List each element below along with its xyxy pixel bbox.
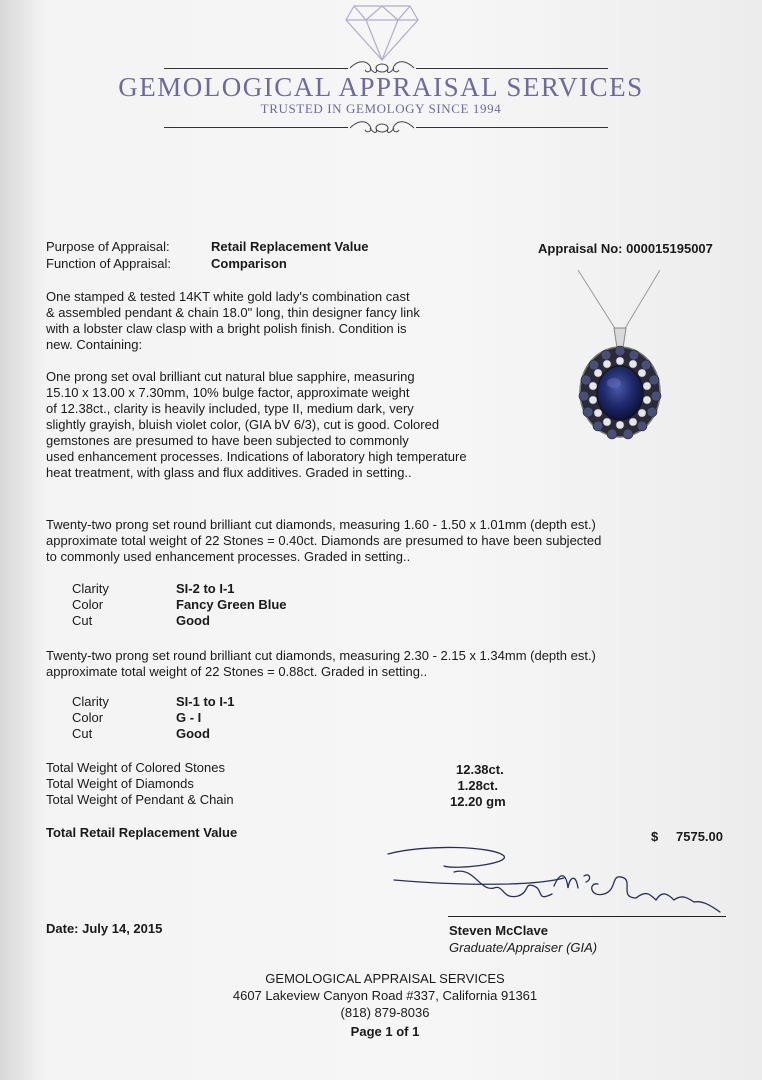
sapphire-description: One prong set oval brilliant cut natural blue sapphire, measuring 15.10 x 13.00 x 7.30mm, 10% bulge factor, approximate weight of 12.38ct., clarity is heavily included, type II, medium dark, very slightly grayish, bluish violet color, (GIA bV 6/3), cut is good. Colored gemstones are presumed to have been subjected to commonly used enhancement processes. Indications of laboratory high temperature heat treatment, with glass and flux additives. Graded in setting.. [46,369,467,480]
header-rule-top-right [416,68,608,69]
spec-label: Color [72,597,104,612]
function-value: Comparison [211,256,287,271]
function-label: Function of Appraisal: [46,256,172,271]
spec-value: SI-1 to I-1 [176,694,235,709]
footer-phone: (818) 879-8036 [340,1005,430,1020]
signer-name: Steven McClave [449,923,548,938]
spec-label: Cut [72,726,93,741]
spec-label: Color [72,710,104,725]
footer-address: 4607 Lakeview Canyon Road #337, California 91361 [232,988,538,1003]
total-value-label: Total Retail Replacement Value [46,825,238,840]
signature-image [384,842,724,920]
total-value: 12.38ct. [456,762,504,777]
header-rule-bottom-left [164,127,348,128]
spec-value: Good [176,613,210,628]
item-description: One stamped & tested 14KT white gold lady's combination cast & assembled pendant & chain 18.0" long, thin designer fancy link with a lobster claw clasp with a bright polish finish. Condition is new. Containing: [46,289,420,352]
header-rule-bottom-right [416,127,608,128]
diamonds-2-description: Twenty-two prong set round brilliant cut diamonds, measuring 2.30 - 2.15 x 1.34mm (depth est.) approximate total weight of 22 Stones = 0.88ct. Graded in setting.. [46,648,596,679]
total-value: 12.20 gm [450,794,506,809]
company-name: GEMOLOGICAL APPRAISAL SERVICES [118,72,644,102]
spec-label: Clarity [72,694,109,709]
total-label: Total Weight of Pendant & Chain [46,792,234,807]
page-number: Page 1 of 1 [350,1024,420,1039]
diamond-logo-icon [344,0,420,64]
total-label: Total Weight of Colored Stones [46,760,225,775]
signer-title: Graduate/Appraiser (GIA) [449,940,598,955]
appraisal-number: Appraisal No: 000015195007 [538,241,713,256]
total-value: 1.28ct. [457,778,498,793]
signature-line [448,916,726,917]
purpose-label: Purpose of Appraisal: [46,239,170,254]
ornament-icon [348,118,416,138]
appraisal-date: Date: July 14, 2015 [46,921,163,936]
total-amount: 7575.00 [676,829,723,844]
currency-symbol: $ [651,829,659,844]
diamonds-1-description: Twenty-two prong set round brilliant cut diamonds, measuring 1.60 - 1.50 x 1.01mm (depth est.) approximate total weight of 22 Stones = 0.40ct. Diamonds are presumed to have been subjected to commonly used enhancement processes. Graded in setting.. [46,517,602,564]
spec-value: G - I [176,710,202,725]
header-rule-top-left [164,68,348,69]
purpose-value: Retail Replacement Value [211,239,369,254]
spec-value: SI-2 to I-1 [176,581,235,596]
spec-value: Fancy Green Blue [176,597,287,612]
total-label: Total Weight of Diamonds [46,776,194,791]
spec-label: Clarity [72,581,109,596]
tagline: TRUSTED IN GEMOLOGY SINCE 1994 [260,101,502,116]
footer-company: GEMOLOGICAL APPRAISAL SERVICES [265,971,505,986]
pendant-photo [570,270,670,450]
spec-value: Good [176,726,210,741]
spec-label: Cut [72,613,93,628]
